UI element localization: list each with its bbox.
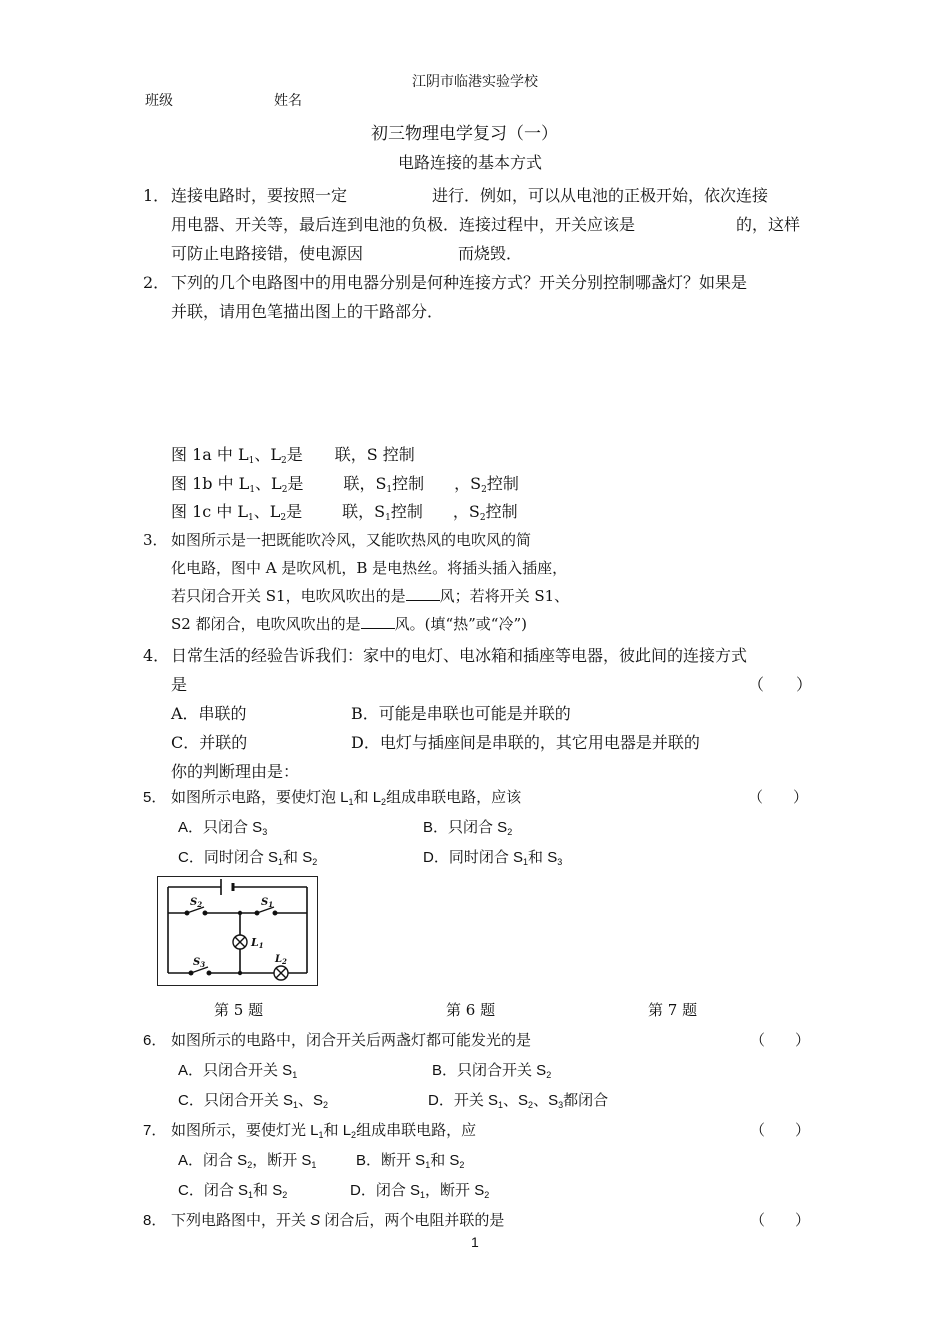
q5-option-d[interactable]: D．同时闭合 $S_1$和 $S_3$ (423, 849, 563, 867)
q3-line3: 若只闭合开关 S1，电吹风吹出的是 风；若将开关 S1、 (171, 587, 570, 605)
school-name: 江阴市临港实验学校 (412, 74, 538, 90)
q4-line2: 是 (171, 675, 188, 694)
label-s2: $S_2$ (190, 897, 203, 909)
q3-number: 3． (143, 531, 168, 549)
q1-line2-a: 用电器、开关等，最后连到电池的负极．连接过程中，开关应该是 (171, 215, 636, 234)
q8-answer-bracket[interactable]: （ ） (750, 1211, 811, 1229)
switch-s2 (185, 907, 207, 915)
q8-number: 8． (143, 1212, 167, 1229)
q1-line3-b: 而烧毁． (458, 244, 523, 263)
q6-answer-bracket[interactable]: （ ） (750, 1031, 811, 1049)
q5-circuit-diagram (157, 876, 318, 986)
q6-option-d[interactable]: D．开关 $S_1$、$S_2$、$S_3$都闭合 (428, 1092, 609, 1110)
q4-number: 4． (143, 646, 170, 665)
class-label: 班级 (145, 93, 173, 109)
q2-line2: 并联，请用色笔描出图上的干路部分． (171, 302, 444, 321)
q5-answer-bracket[interactable]: （ ） (748, 788, 809, 806)
q6-option-b[interactable]: B．只闭合开关 $S_2$ (432, 1062, 552, 1080)
q7-option-a[interactable]: A．闭合 $S_2$，断开 $S_1$ (178, 1152, 317, 1170)
q4-option-a[interactable]: A．串联的 (171, 704, 247, 723)
caption-q6: 第 6 题 (446, 1001, 496, 1019)
q4-option-d[interactable]: D．电灯与插座间是串联的，其它用电器是并联的 (351, 733, 700, 752)
page-title: 初三物理电学复习（一） (371, 124, 558, 144)
q4-reason: 你的判断理由是： (171, 762, 300, 781)
label-l1: L1 (251, 936, 264, 950)
q7-option-c[interactable]: C．闭合 $S_1$和 $S_2$ (178, 1182, 288, 1200)
q2-number: 2． (143, 273, 170, 292)
q5-option-b[interactable]: B．只闭合 $S_2$ (423, 819, 513, 837)
q3-line2: 化电路，图中 A 是吹风机，B 是电热丝。将插头插入插座， (171, 559, 568, 577)
q6-option-a[interactable]: A．只闭合开关 $S_1$ (178, 1062, 298, 1080)
switch-s1 (255, 907, 277, 915)
q6-option-c[interactable]: C．只闭合开关 $S_1$、$S_2$ (178, 1092, 329, 1110)
page-subtitle: 电路连接的基本方式 (398, 153, 543, 172)
q7-option-b[interactable]: B．断开 $S_1$和 $S_2$ (356, 1152, 465, 1170)
q7-number: 7． (143, 1122, 167, 1139)
fig1c-line: 图 1c 中 $L_1$、$L_2$是 联，$S_1$控制 ，$S_2$控制 (171, 502, 518, 523)
lamp-l1-icon (233, 935, 247, 949)
label-l2: $L_2$ (275, 954, 287, 966)
q5-stem: 如图所示电路，要使灯泡 $L_1$和 $L_2$组成串联电路，应该 (171, 789, 522, 807)
q7-stem: 如图所示，要使灯光 $L_1$和 $L_2$组成串联电路，应 (171, 1122, 477, 1140)
q1-line1-a: 连接电路时，要按照一定 (171, 186, 348, 205)
caption-q5: 第 5 题 (214, 1001, 264, 1019)
q6-stem: 如图所示的电路中，闭合开关后两盏灯都可能发光的是 (171, 1032, 532, 1049)
q5-option-a[interactable]: A．只闭合 $S_3$ (178, 819, 268, 837)
q1-line1-b: 进行．例如，可以从电池的正极开始，依次连接 (432, 186, 769, 205)
fig1b-line: 图 1b 中 $L_1$、$L_2$是 联，$S_1$控制 ，$S_2$控制 (171, 474, 519, 495)
q8-stem: 下列电路图中，开关 S 闭合后，两个电阻并联的是 (171, 1212, 505, 1229)
q4-option-b[interactable]: B．可能是串联也可能是并联的 (351, 704, 571, 723)
q1-line2-b: 的，这样 (736, 215, 801, 234)
figure-border (158, 877, 318, 986)
q5-option-c[interactable]: C．同时闭合 $S_1$和 $S_2$ (178, 849, 318, 867)
q1-line3-a: 可防止电路接错，使电源因 (171, 244, 364, 263)
q7-option-d[interactable]: D．闭合 $S_1$，断开 $S_2$ (350, 1182, 490, 1200)
q7-answer-bracket[interactable]: （ ） (750, 1121, 811, 1139)
junction-bottom (238, 971, 242, 975)
page-number: 1 (471, 1234, 479, 1250)
caption-q7: 第 7 题 (648, 1001, 698, 1019)
junction-top (238, 911, 242, 915)
name-label: 姓名 (274, 93, 302, 109)
label-s3: $S_3$ (193, 957, 206, 969)
q3-line4: S2 都闭合，电吹风吹出的是 风。(填“热”或“冷”) (171, 615, 527, 633)
q6-number: 6． (143, 1032, 167, 1049)
q1-number: 1． (143, 186, 170, 205)
label-s1: $S_1$ (261, 897, 274, 909)
fig1a-line: 图 1a 中 $L_1$、$L_2$是 联，S 控制 (171, 445, 415, 466)
q4-line1: 日常生活的经验告诉我们：家中的电灯、电冰箱和插座等电器，彼此间的连接方式 (171, 646, 748, 665)
battery-symbol (221, 879, 233, 895)
q3-line1: 如图所示是一把既能吹冷风，又能吹热风的电吹风的简 (171, 531, 532, 549)
q4-option-c[interactable]: C．并联的 (171, 733, 248, 752)
q4-answer-bracket[interactable]: （ ） (748, 675, 813, 694)
lamp-l2-icon (274, 966, 288, 980)
q2-line1: 下列的几个电路图中的用电器分别是何种连接方式？开关分别控制哪盏灯？如果是 (171, 273, 748, 292)
q5-number: 5． (143, 789, 167, 806)
